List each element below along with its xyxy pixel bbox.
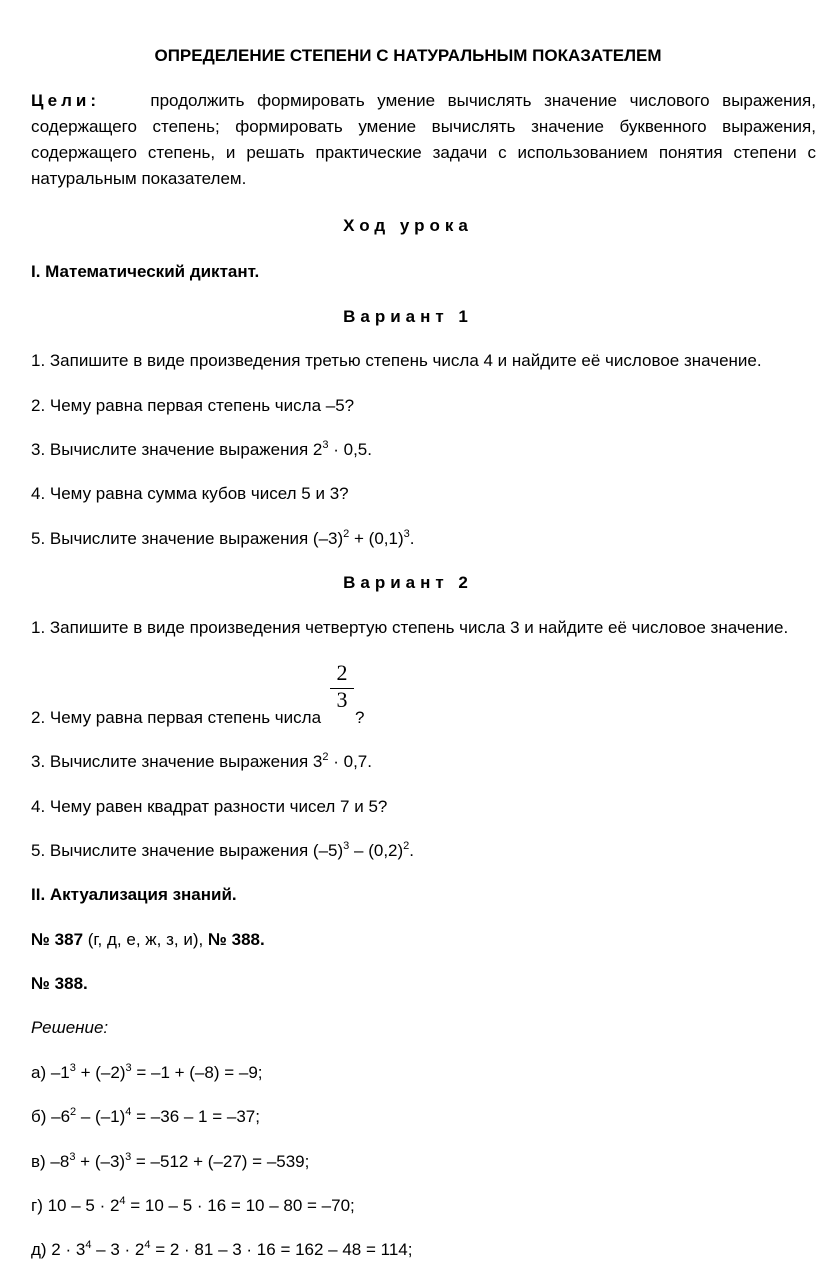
v1-question-1: 1. Запишите в виде произведения третью степень числа 4 и найдите её числовое значение. (31, 351, 762, 370)
goals-line-2: содержащего степень; формировать умение вычислять значение буквенного выражения, (31, 117, 816, 136)
v1-question-5: 5. Вычислите значение выражения $(-3)^2 + (0,1)^3$. (31, 528, 415, 548)
goals-line-1: Цели: продолжить формировать умение вычислять значение числового выражения, (31, 91, 816, 110)
v1-question-2: 2. Чему равна первая степень числа –5? (31, 396, 355, 415)
goals-label: Цели: (31, 91, 100, 110)
variant-2-heading: Вариант 2 (343, 573, 473, 592)
v1-question-3: 3. Вычислите значение выражения $2^3 \cdot 0,5$. (31, 439, 372, 459)
solution-a: а) $-1^3 + (-2)^3 = -1 + (-8) = -9$; (31, 1062, 263, 1082)
solution-v: в) $-8^3 + (-3)^3 = -512 + (-27) = -539$; (31, 1151, 310, 1171)
v1-question-4: 4. Чему равна сумма кубов чисел 5 и 3? (31, 484, 349, 503)
v2-question-5: 5. Вычислите значение выражения $(-5)^3 - (0,2)^2$. (31, 840, 415, 860)
v2-question-2: 2. Чему равна первая степень числа ? (31, 708, 365, 727)
section-2-heading: II. Актуализация знаний. (31, 885, 237, 904)
solution-d: д) $2 \cdot 3^4 - 3 \cdot 2^4 = 2 \cdot 81 - 3 \cdot 16 = 162 - 48 = 114$; (31, 1239, 413, 1259)
section-1-heading: I. Математический диктант. (31, 262, 260, 281)
fraction-two-thirds (330, 660, 354, 713)
solution-b: б) $-6^2 - (-1)^4 = -36 - 1 = -37$; (31, 1106, 260, 1126)
v2-question-4: 4. Чему равен квадрат разности чисел 7 и 5? (31, 797, 388, 816)
fraction-denominator: 3 (336, 687, 348, 712)
fraction-numerator: 2 (336, 660, 348, 685)
v2-question-3: 3. Вычислите значение выражения $3^2 \cdot 0,7$. (31, 751, 372, 771)
goals-line-4: натуральным показателем. (31, 169, 247, 188)
variant-1-heading: Вариант 1 (343, 307, 473, 326)
lesson-heading: Ход урока (343, 216, 473, 235)
page-title: ОПРЕДЕЛЕНИЕ СТЕПЕНИ С НАТУРАЛЬНЫМ ПОКАЗАТЕЛЕМ (154, 46, 662, 65)
goals-line-3: содержащего степень, и решать практические задачи с использованием понятия степени с (31, 143, 816, 162)
task-388-heading: № 388. (31, 974, 88, 993)
v2-question-1: 1. Запишите в виде произведения четвертую степень числа 3 и найдите её числовое значение. (31, 618, 789, 637)
goals-paragraph (31, 88, 816, 192)
task-list: № 387 (г, д, е, ж, з, и), № 388. (31, 930, 265, 949)
solution-g: г) $10 - 5 \cdot 2^4 = 10 - 5 \cdot 16 = 10 - 80 = -70$; (31, 1195, 355, 1215)
solution-label: Решение: (31, 1018, 109, 1037)
